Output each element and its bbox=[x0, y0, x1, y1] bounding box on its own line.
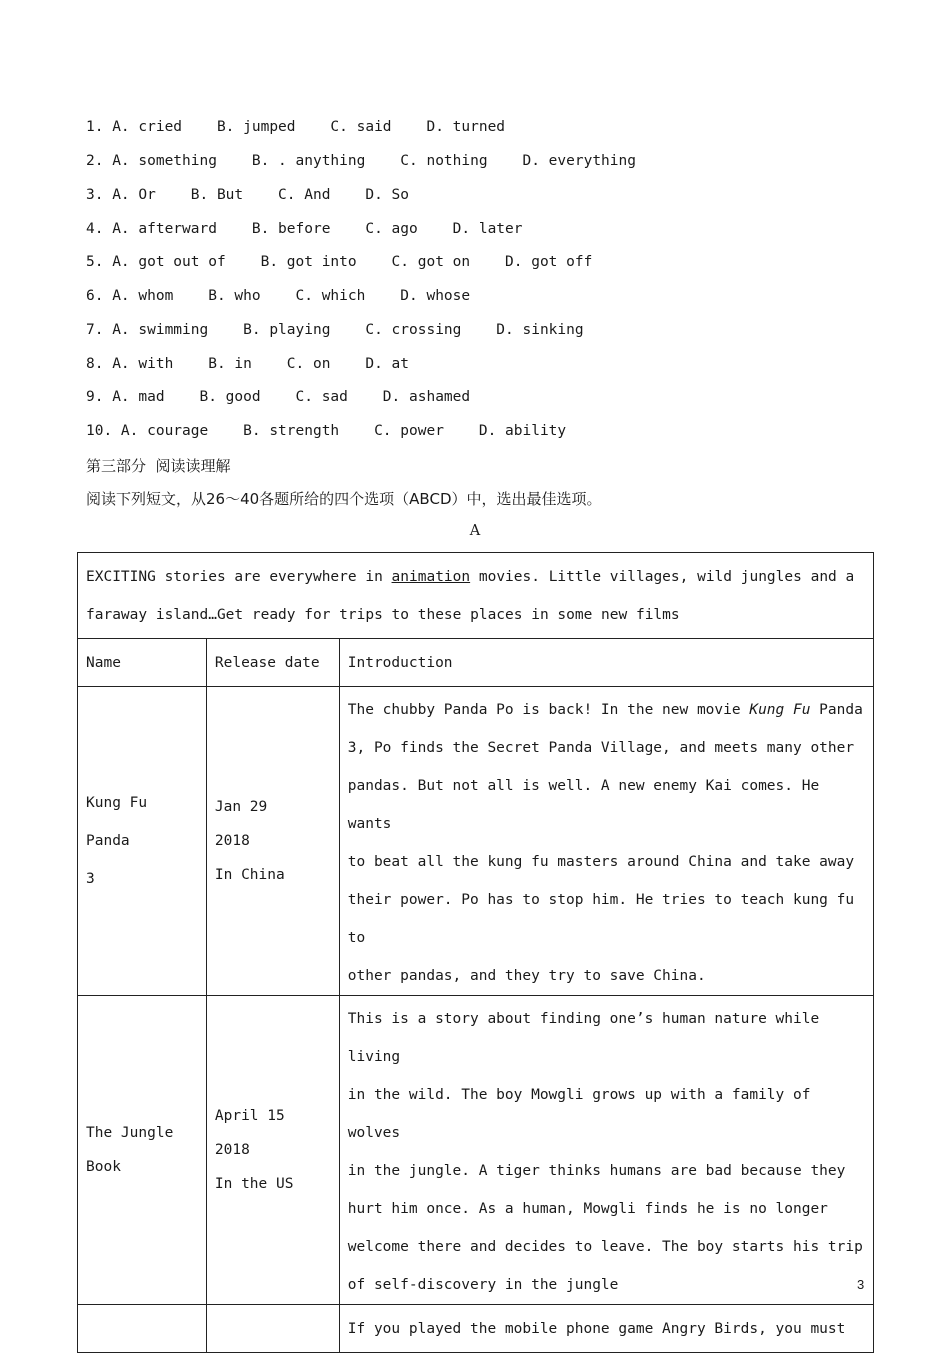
introduction-cell: If you played the mobile phone game Angry Birds, you must bbox=[339, 1305, 873, 1353]
question-3: 3. A. Or B. But C. And D. So bbox=[86, 187, 410, 203]
table-row bbox=[78, 1305, 874, 1353]
intro-text-line2: faraway island…Get ready for trips to these places in some new films bbox=[86, 606, 680, 623]
intro-line: in the jungle. A tiger thinks humans are bad because they bbox=[347, 1163, 846, 1179]
intro-text-pre: EXCITING stories are everywhere in bbox=[86, 568, 392, 585]
intro-line: Panda bbox=[810, 702, 863, 718]
question-6: 6. A. whom B. who C. which D. whose bbox=[86, 288, 471, 304]
intro-line: 3, Po finds the Secret Panda Village, and meets many other bbox=[347, 740, 855, 756]
movie-name-line2: 3 bbox=[86, 871, 95, 887]
release-date-line1: April 15 bbox=[214, 1108, 285, 1124]
intro-line: to beat all the kung fu masters around China and take away bbox=[347, 854, 855, 870]
header-release-date: Release date bbox=[206, 639, 339, 687]
release-date-line1: Jan 29 bbox=[214, 799, 268, 815]
intro-line: hurt him once. As a human, Mowgli finds he is no longer bbox=[347, 1201, 828, 1217]
release-place: In the US bbox=[214, 1176, 294, 1192]
intro-underlined-word: animation bbox=[391, 568, 471, 585]
table-row bbox=[78, 996, 874, 1305]
intro-line: welcome there and decides to leave. The boy starts his trip bbox=[347, 1239, 863, 1255]
header-name: Name bbox=[78, 639, 207, 687]
table-header-row bbox=[78, 639, 874, 687]
table-intro-row bbox=[78, 553, 874, 639]
movie-name-line2: Book bbox=[86, 1159, 121, 1175]
intro-line: This is a story about finding one’s human nature while living bbox=[347, 1011, 820, 1065]
release-date-cell bbox=[206, 996, 339, 1305]
question-1: 1. A. cried B. jumped C. said D. turned bbox=[86, 119, 506, 135]
header-introduction: Introduction bbox=[339, 639, 873, 687]
question-9: 9. A. mad B. good C. sad D. ashamed bbox=[86, 389, 471, 405]
passage-label: A bbox=[469, 523, 481, 539]
intro-line: other pandas, and they try to save China. bbox=[347, 968, 706, 984]
movie-name-cell bbox=[78, 687, 207, 996]
question-2: 2. A. something B. . anything C. nothing D. everything bbox=[86, 153, 636, 169]
intro-line: their power. Po has to stop him. He tries to teach kung fu to bbox=[347, 892, 855, 946]
release-date-cell bbox=[206, 687, 339, 996]
intro-italic: Kung Fu bbox=[749, 702, 811, 718]
introduction-cell bbox=[339, 687, 873, 996]
release-date-cell bbox=[206, 1305, 339, 1353]
table-intro-cell bbox=[78, 553, 874, 639]
question-8: 8. A. with B. in C. on D. at bbox=[86, 356, 410, 372]
page-number: 3 bbox=[857, 1277, 865, 1292]
release-date-line2: 2018 bbox=[214, 1142, 250, 1158]
movie-name-line1: The Jungle bbox=[86, 1125, 174, 1141]
question-4: 4. A. afterward B. before C. ago D. later bbox=[86, 221, 523, 237]
section-instruction: 阅读下列短文，从26～40各题所给的四个选项（ABCD）中，选出最佳选项。 bbox=[86, 490, 602, 508]
movies-table bbox=[77, 552, 874, 1353]
release-place: In China bbox=[214, 867, 285, 883]
question-5: 5. A. got out of B. got into C. got on D. got off bbox=[86, 254, 593, 270]
intro-line: in the wild. The boy Mowgli grows up with a family of wolves bbox=[347, 1087, 811, 1141]
table-row bbox=[78, 687, 874, 996]
introduction-cell bbox=[339, 996, 873, 1305]
section-title: 第三部分 阅读读理解 bbox=[86, 457, 231, 475]
intro-line: The chubby Panda Po is back! In the new movie bbox=[347, 702, 750, 718]
movie-name-cell bbox=[78, 1305, 207, 1353]
movie-name-cell bbox=[78, 996, 207, 1305]
release-date-line2: 2018 bbox=[214, 833, 250, 849]
movie-name-line1: Kung Fu Panda bbox=[86, 795, 148, 849]
question-7: 7. A. swimming B. playing C. crossing D. sinking bbox=[86, 322, 584, 338]
intro-text-post: movies. Little villages, wild jungles and a bbox=[470, 568, 855, 585]
intro-line: pandas. But not all is well. A new enemy Kai comes. He wants bbox=[347, 778, 820, 832]
question-10: 10. A. courage B. strength C. power D. ability bbox=[86, 423, 567, 439]
intro-line: of self-discovery in the jungle bbox=[347, 1277, 619, 1293]
